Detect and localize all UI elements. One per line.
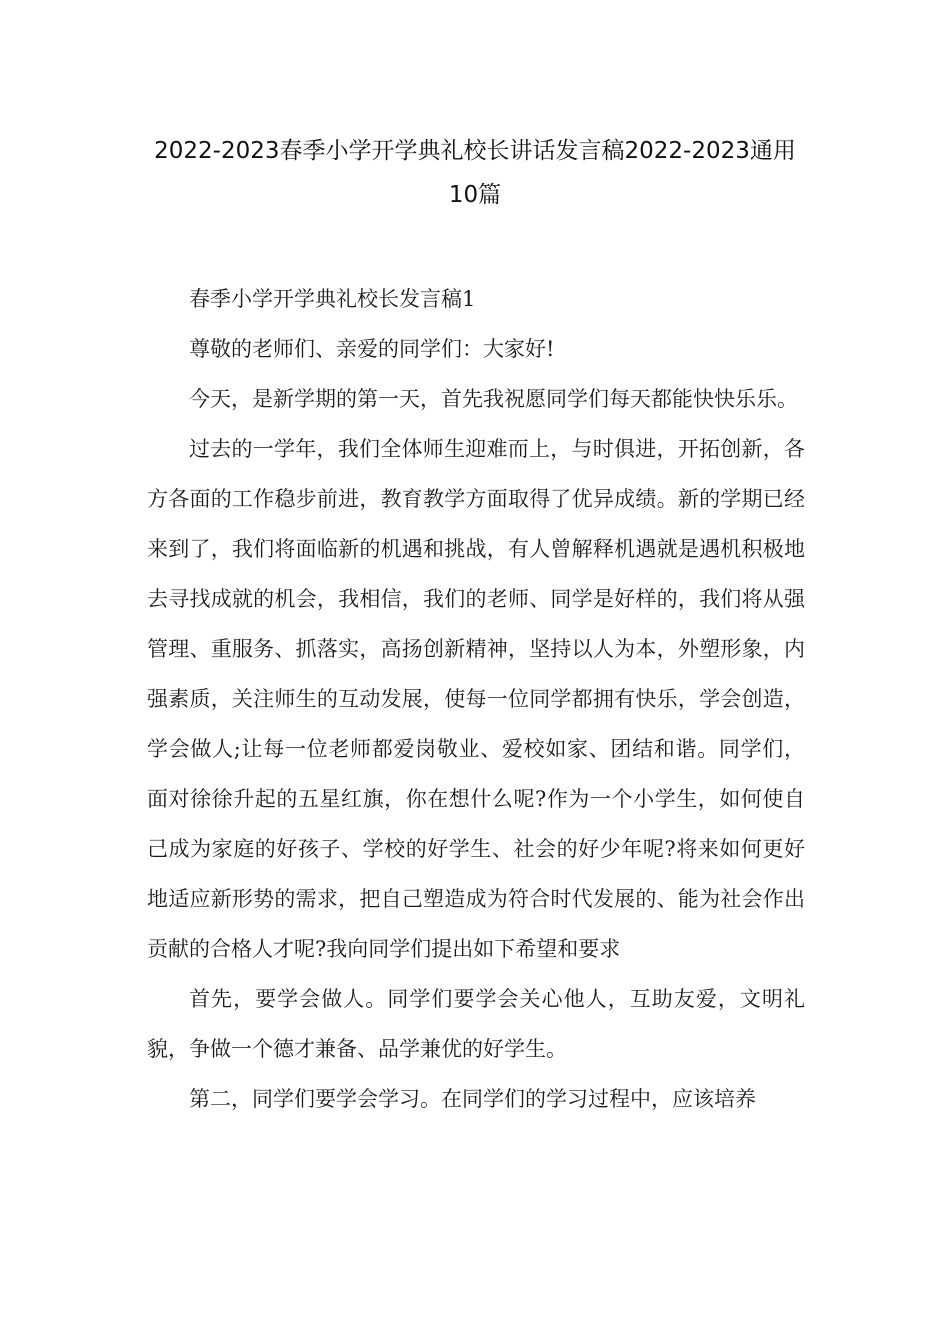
- paragraph-greeting: 尊敬的老师们、亲爱的同学们：大家好!: [189, 337, 555, 361]
- paragraph-first-point: 首先，要学会做人。同学们要学会关心他人，互助友爱，文明礼貌，争做一个德才兼备、品学兼优的好学生。: [147, 987, 805, 1061]
- document-title-line-2: 10篇: [448, 182, 502, 208]
- paragraph-second-point: 第二，同学们要学会学习。在同学们的学习过程中，应该培养: [189, 1087, 756, 1111]
- document-body: [147, 274, 805, 1124]
- paragraph-intro: 今天，是新学期的第一天，首先我祝愿同学们每天都能快快乐乐。: [189, 387, 798, 411]
- section-heading: 春季小学开学典礼校长发言稿1: [189, 287, 476, 311]
- document-title-line-1: 2022-2023春季小学开学典礼校长讲话发言稿2022-2023通用: [154, 138, 796, 164]
- paragraph-review: 过去的一学年，我们全体师生迎难而上，与时俱进，开拓创新，各方各面的工作稳步前进，教育教学方面取得了优异成绩。新的学期已经来到了，我们将面临新的机遇和挑战，有人曾解释机遇就是遇机积极地去寻找成就的机会，我相信，我们的老师、同学是好样的，我们将从强管理、重服务、抓落实，高扬创新精神，坚持以人为本，外塑形象，内强素质，关注师生的互动发展，使每一位同学都拥有快乐，学会创造，学会做人;让每一位老师都爱岗敬业、爱校如家、团结和谐。同学们，面对徐徐升起的五星红旗，你在想什么呢?作为一个小学生，如何使自己成为家庭的好孩子、学校的好学生、社会的好少年呢?将来如何更好地适应新形势的需求，把自己塑造成为符合时代发展的、能为社会作出贡献的合格人才呢?我向同学们提出如下希望和要求: [147, 437, 805, 961]
